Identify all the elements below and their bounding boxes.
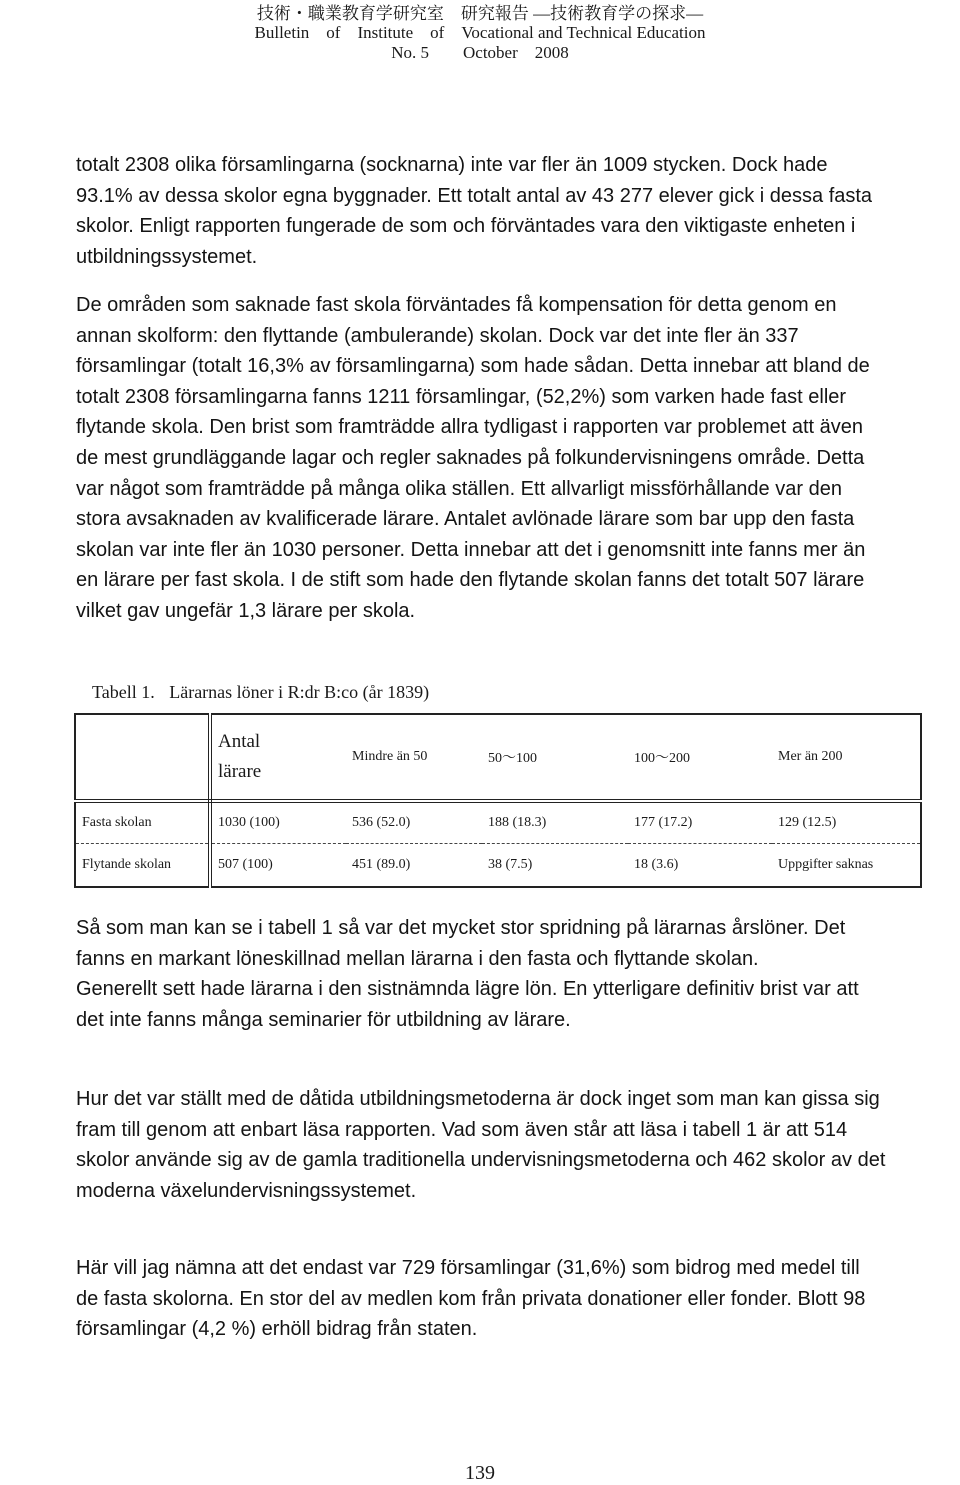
header-empty-cell [75,714,210,801]
paragraph-1: totalt 2308 olika församlingarna (socknarna) inte var fler än 1009 stycken. Dock hade 93.1% av dessa skolor egna byggnader. Ett totalt antal av 43 277 elever gick i dessa fasta skolor. Enligt rapporten fungerade de som och förväntades vara den viktigaste enheten i utbildningssystemet. [76,154,873,268]
header-count-line1: Antal [218,731,261,752]
paragraph-2: De områden som saknade fast skola förväntades få kompensation för detta genom en annan skolform: den flyttande (ambulerande) skolan. Dock var det inte fler än 337 församlingar (totalt 16,3% av församlingarna) som hade sådan. Detta innebar att bland de totalt 2308 församlingarna fanns 1211 församlingar, (52,2%) som varken hade fast eller flytande skola. Den brist som framträdde allra tydligast i rapporten var problemet att även de mest grundläggande lagar och regler saknades på folkundervisningens område. Detta var något som framträdde på många olika ställen. Ett allvarligt missförhållande var den stora avsaknaden av kvalificerade lärare. Antalet avlönade lärare som bar upp den fasta skolan var inte fler än 1030 personer. Detta innebar att det i genomsnitt inte fanns mer än en lärare per fast skola. I de stift som hade den flytande skolan fanns det totalt 507 lärare vilket gav ungefär 1,3 lärare per skola. [76,294,870,622]
table-cell: 188 (18.3) [482,801,628,844]
header-cell-50-100: 50～100 [482,714,628,801]
header-cell-100-200: 100～200 [628,714,772,801]
header-japanese-title: 技術・職業教育学研究室 研究報告 —技術教育学の探求— [256,4,704,23]
salary-table [74,713,922,888]
table-cell: Uppgifter saknas [778,857,874,872]
table-caption-label: Tabell 1. [92,682,155,702]
header-count-cell [210,714,346,801]
table-row [75,844,921,888]
table-cell: 177 (17.2) [628,801,772,844]
paragraph-5: Här vill jag nämna att det endast var 729 församlingar (31,6%) som bidrog med medel till de fasta skolorna. En stor del av medlen kom från privata donationer eller fonder. Blott 98 församlingar (4,2 %) erhöll bidrag från staten. [76,1257,866,1341]
paragraph-4: Hur det var ställt med de dåtida utbildningsmetoderna är dock inget som man kan gissa sig fram till genom att enbart läsa rapporten. Vad som även står att läsa i tabell 1 är att 514 skolor använde sig av de gamla traditionella undervisningsmetoderna och 462 skolor av det moderna växelundervisningssystemet. [76,1088,886,1202]
table-cell: 129 (12.5) [772,801,921,844]
header-count-line2: lärare [218,761,262,782]
table-cell: 38 (7.5) [488,857,533,872]
row-label: Flytande skolan [75,844,210,888]
paragraph-3a: Så som man kan se i tabell 1 så var det mycket stor spridning på lärarnas årslöner. Det fanns en markant löneskillnad mellan lärarna i den fasta och flyttande skolan. [76,917,846,970]
table-caption-title: Lärarnas löner i R:dr B:co (år 1839) [169,682,430,702]
table-caption [92,680,439,704]
table-cell: 507 (100) [218,857,273,872]
table-cell: 1030 (100) [210,801,346,844]
paragraph-3 [76,913,886,1035]
paragraph-3b: Generellt sett hade lärarna i den sistnämnda lägre lön. En ytterligare definitiv brist var att det inte fanns många seminarier för utbildning av lärare. [76,978,859,1031]
header-english-title: Bulletin of Institute of Vocational and Technical Education [254,23,706,42]
table-header-row [75,714,921,801]
header-cell-under-50: Mindre än 50 [346,714,482,801]
row-label: Fasta skolan [75,801,210,844]
table-cell: 451 (89.0) [352,857,411,872]
page-number: 139 [465,1462,495,1484]
table-row [75,801,921,844]
header-cell-over-200: Mer än 200 [772,714,921,801]
table-cell: 18 (3.6) [634,857,679,872]
table-cell: 536 (52.0) [346,801,482,844]
header-issue: No. 5 October 2008 [391,43,569,62]
